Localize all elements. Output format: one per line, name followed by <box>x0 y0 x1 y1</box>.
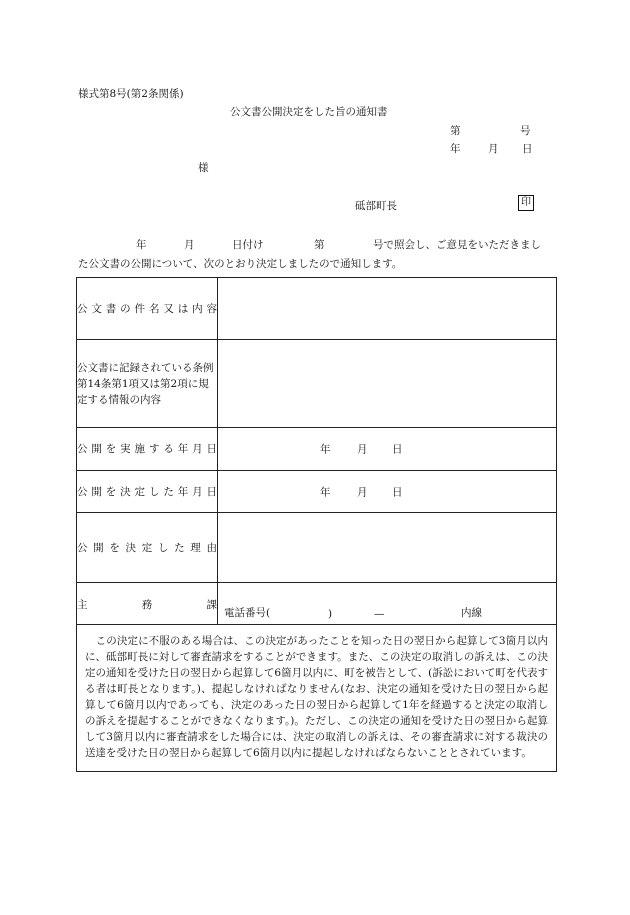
seal-mark: 印 <box>518 195 534 211</box>
appeal-notice <box>77 625 557 772</box>
date-month: 月 <box>488 143 499 155</box>
row-value-info <box>218 340 557 428</box>
doc-no-prefix: 第 <box>450 125 461 137</box>
document-number <box>450 123 531 138</box>
form-number: 様式第8号(第2条関係) <box>78 88 184 100</box>
table-row <box>77 278 557 340</box>
appeal-notice-text: この決定に不服のある場合は、この決定があったことを知った日の翌日から起算して3箇月以内に、砥部町長に対して審査請求をすることができます。また、この決定の取消しの訴えは、この決定の通知を受けた日の翌日から起算して6箇月以内に、町を被告として、(訴訟において町を代表する者は町長となります。)、提起しなければなりません(なお、決定の通知を受けた日の翌日から起算して6箇月以内であっても、決定のあった日の翌日から起算して1年を経過すると決定の取消しの訴えを提起することができなくなります。)。ただし、この決定の通知を受けた日の翌日から起算して3箇月以内に審査請求をした場合には、決定の取消しの訴えは、その審査請求に対する裁決の送達を受けた日の翌日から起算して6箇月以内に提起しなければならないこととされています。 <box>85 635 548 759</box>
table-row <box>77 340 557 428</box>
row-label-decision-date: 公開を決定した年月日 <box>77 471 218 513</box>
phone-extension: 内線 <box>461 607 482 619</box>
document-title: 公文書公開決定をした旨の通知書 <box>230 106 388 118</box>
table-row <box>77 625 557 772</box>
intro-no-suffix: 号で照会し、ご意見をいただきまし <box>373 239 541 251</box>
row-label-disclosure-date: 公開を実施する年月日 <box>77 428 218 471</box>
row-value-decision-date <box>218 471 557 513</box>
sender: 砥部町長 <box>355 200 397 212</box>
phone-label: 電話番号( <box>224 607 271 619</box>
phone-close: ) <box>328 608 333 620</box>
decision-table <box>76 277 557 772</box>
intro-paragraph <box>78 236 560 274</box>
row-value-reason <box>218 513 557 583</box>
phone-dash: — <box>374 608 385 620</box>
table-row <box>77 471 557 513</box>
intro-year: 年 <box>136 239 147 251</box>
row-label-reason: 公開を決定した理由 <box>77 513 218 583</box>
ymd-year: 年 <box>320 443 331 456</box>
row-label-department: 主務課 <box>77 583 218 625</box>
table-row <box>77 513 557 583</box>
intro-date-suffix: 日付け <box>232 239 264 251</box>
date-year: 年 <box>450 143 461 155</box>
row-label-info: 公文書に記録されている条例第14条第1項又は第2項に規定する情報の内容 <box>77 340 218 428</box>
ymd-day: 日 <box>392 443 403 456</box>
intro-no-prefix: 第 <box>314 239 325 251</box>
ymd-month: 月 <box>357 486 368 498</box>
addressee: 様 <box>198 162 209 174</box>
ymd-day: 日 <box>392 486 403 498</box>
row-label-subject: 公文書の件名又は内容 <box>77 278 218 340</box>
intro-line-2: た公文書の公開について、次のとおり決定しましたので通知します。 <box>78 258 403 270</box>
row-value-subject <box>218 278 557 340</box>
date-day: 日 <box>522 143 533 155</box>
table-row <box>77 583 557 625</box>
row-value-disclosure-date <box>218 428 557 471</box>
row-value-department <box>218 583 557 625</box>
ymd-year: 年 <box>320 486 331 498</box>
ymd-month: 月 <box>357 443 368 456</box>
doc-no-suffix: 号 <box>520 125 531 137</box>
table-row <box>77 428 557 471</box>
intro-month: 月 <box>184 239 195 251</box>
